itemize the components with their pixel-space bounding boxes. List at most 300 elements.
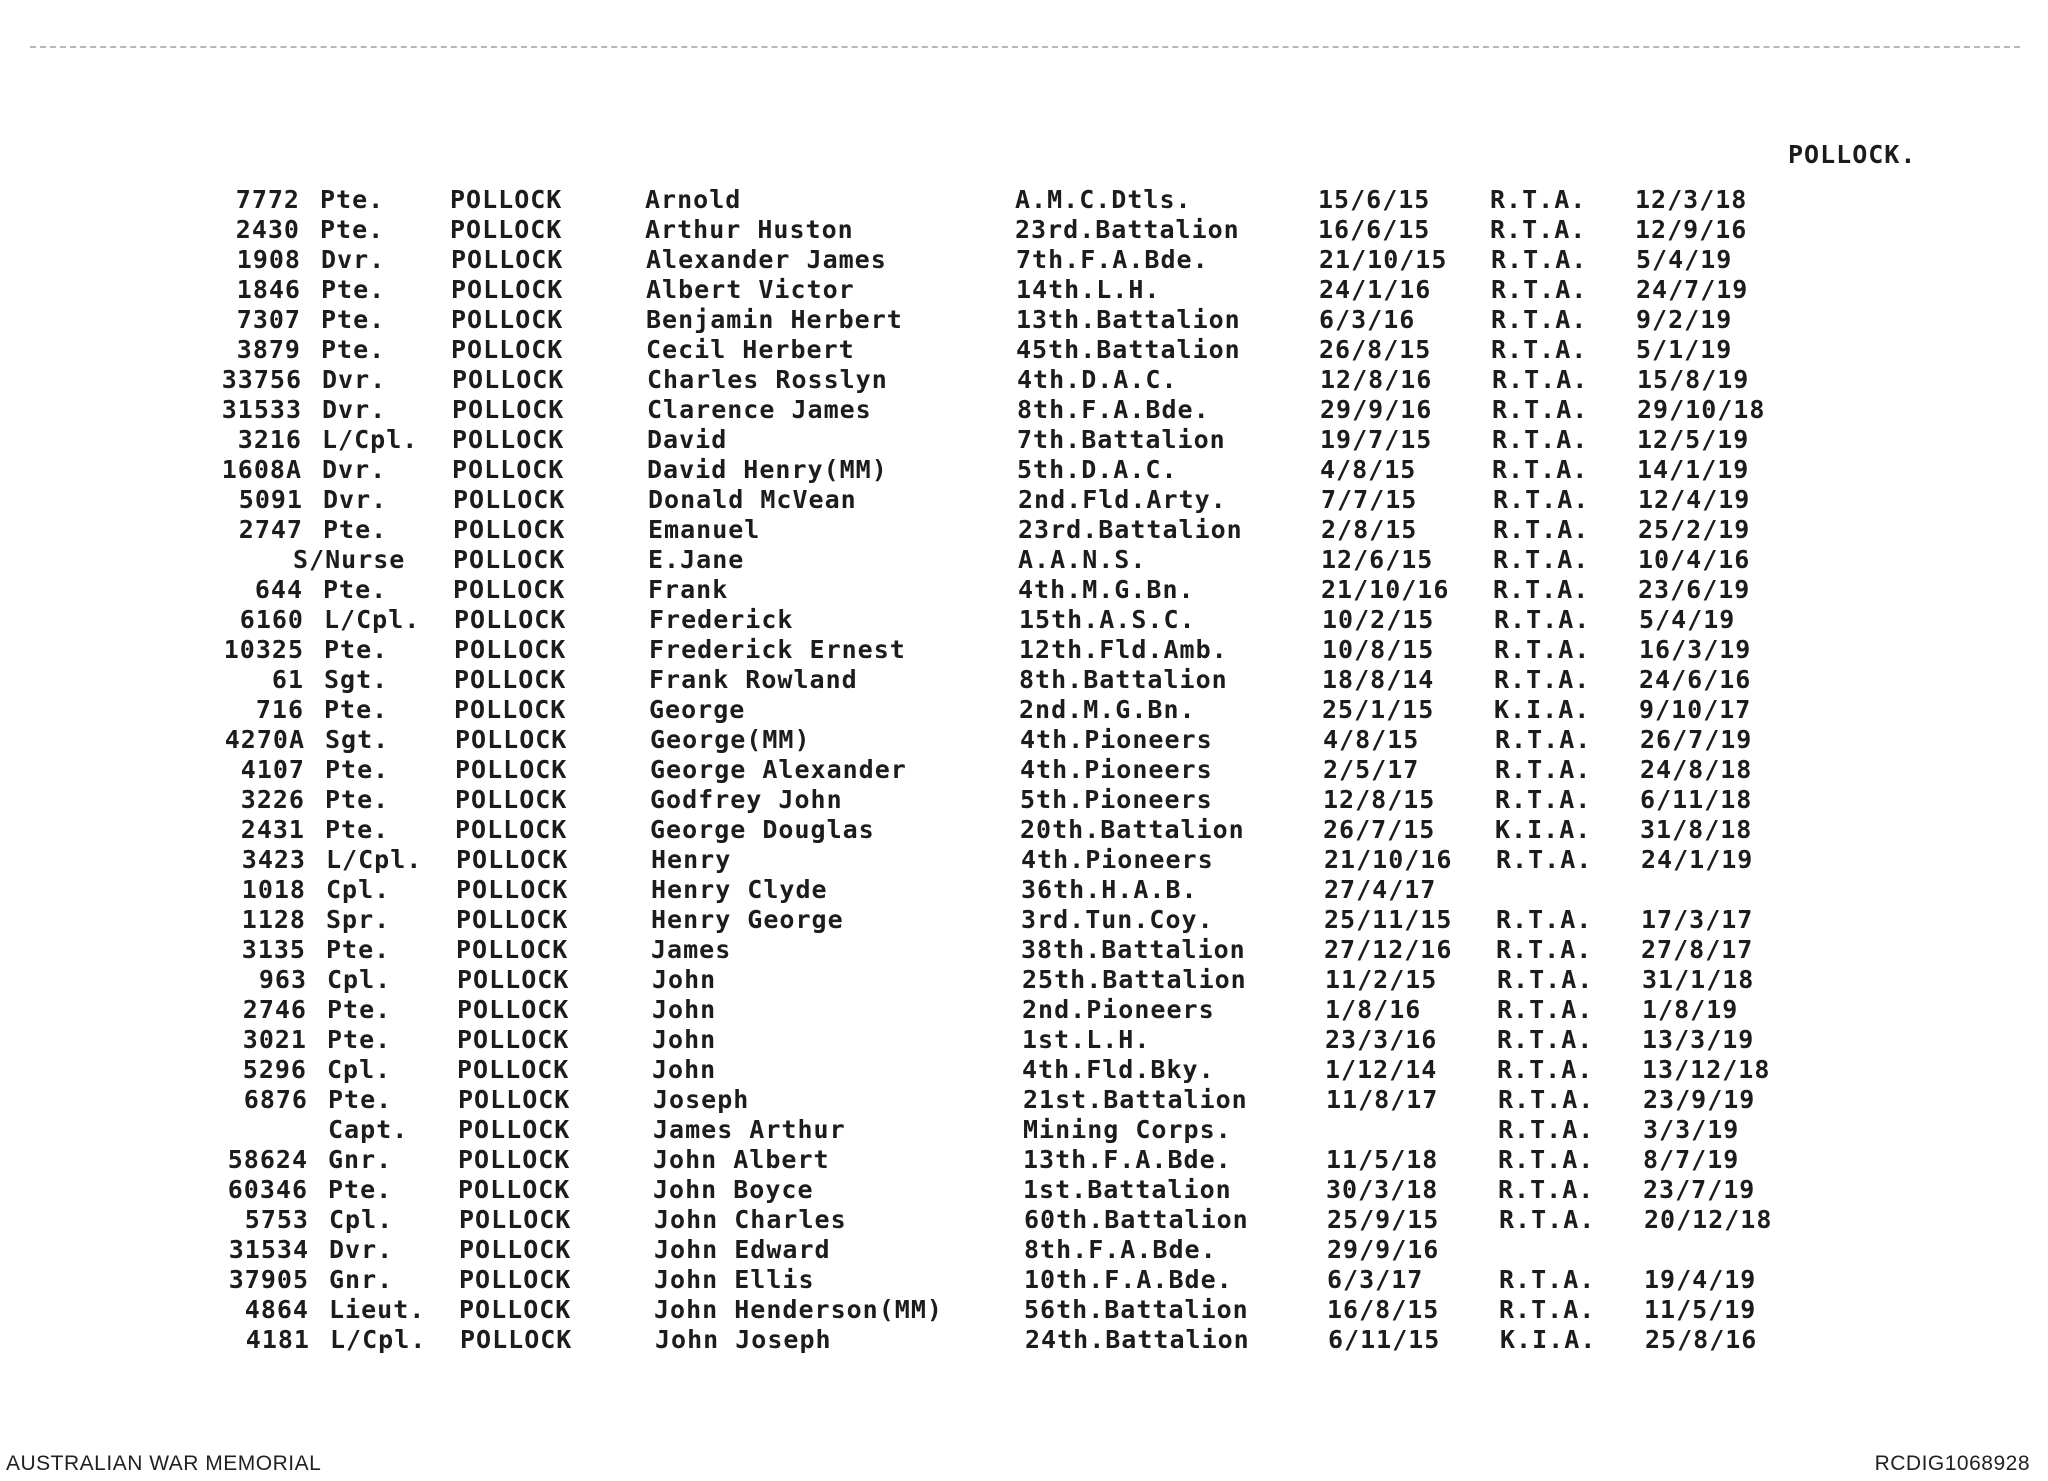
roll-row [5,755,2048,785]
rank: Cpl. [327,1055,392,1084]
surname: POLLOCK [454,695,567,724]
given-names: John Albert [653,1145,830,1174]
roll-row [3,575,2048,605]
unit: 4th.D.A.C. [1017,365,1178,394]
given-names: Frank [648,575,729,604]
rank: Pte. [325,755,390,784]
enlistment-date: 23/3/16 [1325,1025,1438,1054]
enlistment-date: 6/3/16 [1319,305,1416,334]
fate-date: 17/3/17 [1641,905,1754,934]
rank: Pte. [328,1175,393,1204]
fate-date: 12/4/19 [1638,485,1751,514]
fate-date: 19/4/19 [1644,1265,1757,1294]
fate-date: 15/8/19 [1637,365,1750,394]
surname: POLLOCK [458,1175,571,1204]
rank: Pte. [324,635,389,664]
surname: POLLOCK [454,605,567,634]
enlistment-date: 16/6/15 [1318,215,1431,244]
surname: POLLOCK [456,875,569,904]
enlistment-date: 16/8/15 [1327,1295,1440,1324]
unit: 5th.D.A.C. [1017,455,1178,484]
fate-date: 27/8/17 [1641,935,1754,964]
fate-date: 24/8/18 [1640,755,1753,784]
service-number: 31534 [228,1235,309,1264]
surname: POLLOCK [452,395,565,424]
service-number: 2430 [235,215,300,244]
service-number: 1128 [241,905,306,934]
service-number: 4864 [244,1295,309,1324]
roll-row [5,815,2048,845]
enlistment-date: 25/1/15 [1322,695,1435,724]
service-number: 7772 [235,185,300,214]
enlistment-date: 18/8/14 [1322,665,1435,694]
enlistment-date: 15/6/15 [1318,185,1431,214]
fate-date: 24/6/16 [1639,665,1752,694]
fate-date: 14/1/19 [1637,455,1750,484]
enlistment-date: 27/4/17 [1324,875,1437,904]
roll-row [3,485,2048,515]
enlistment-date: 25/11/15 [1324,905,1453,934]
fate-date: 10/4/16 [1638,545,1751,574]
roll-row [2,425,2048,455]
given-names: John Henderson(MM) [654,1295,943,1324]
fate: R.T.A. [1493,515,1590,544]
given-names: John [652,965,717,994]
given-names: George(MM) [650,725,811,754]
rank: Capt. [328,1115,409,1144]
service-number: 60346 [227,1175,308,1204]
enlistment-date: 29/9/16 [1320,395,1433,424]
fate-date: 11/5/19 [1644,1295,1757,1324]
fate-date: 12/9/16 [1635,215,1748,244]
surname: POLLOCK [458,1115,571,1144]
service-number: 58624 [227,1145,308,1174]
roll-row [6,905,2048,935]
unit: A.M.C.Dtls. [1015,185,1192,214]
given-names: Henry [651,845,732,874]
enlistment-date: 11/8/17 [1326,1085,1439,1114]
surname: POLLOCK [456,845,569,874]
enlistment-date: 4/8/15 [1323,725,1420,754]
rank: L/Cpl. [322,425,419,454]
rank: Dvr. [322,455,387,484]
given-names: Cecil Herbert [646,335,855,364]
service-number: 3423 [241,845,306,874]
roll-row [4,665,2048,695]
rank: Pte. [321,305,386,334]
roll-row [6,935,2048,965]
surname: POLLOCK [450,185,563,214]
given-names: Emanuel [648,515,761,544]
roll-row [7,1025,2048,1055]
given-names: Benjamin Herbert [646,305,903,334]
fate: R.T.A. [1498,1085,1595,1114]
surname: POLLOCK [457,1055,570,1084]
fate-date: 25/2/19 [1638,515,1751,544]
footer-institution: AUSTRALIAN WAR MEMORIAL [6,1452,322,1475]
surname: POLLOCK [452,365,565,394]
roll-row [4,605,2048,635]
fate: R.T.A. [1491,245,1588,274]
surname: POLLOCK [459,1205,572,1234]
rank: Dvr. [322,395,387,424]
unit: 4th.Fld.Bky. [1022,1055,1215,1084]
fate: R.T.A. [1497,1055,1594,1084]
given-names: John Charles [654,1205,847,1234]
fate-date: 23/7/19 [1643,1175,1756,1204]
enlistment-date: 26/7/15 [1323,815,1436,844]
nominal-roll [0,185,2048,1355]
fate: R.T.A. [1494,635,1591,664]
service-number: 4107 [240,755,305,784]
fate-date: 24/1/19 [1641,845,1754,874]
fate: R.T.A. [1498,1175,1595,1204]
fate: R.T.A. [1490,185,1587,214]
service-number: 2747 [238,515,303,544]
service-number: 1608A [221,455,302,484]
given-names: James Arthur [653,1115,846,1144]
unit: A.A.N.S. [1018,545,1147,574]
given-names: John Joseph [655,1325,832,1354]
unit: 7th.Battalion [1017,425,1226,454]
fate: R.T.A. [1499,1205,1596,1234]
enlistment-date: 21/10/16 [1324,845,1453,874]
service-number: 716 [255,695,304,724]
unit: 60th.Battalion [1024,1205,1249,1234]
fate: R.T.A. [1497,965,1594,994]
enlistment-date: 10/2/15 [1322,605,1435,634]
fate: R.T.A. [1495,725,1592,754]
enlistment-date: 7/7/15 [1321,485,1418,514]
enlistment-date: 12/6/15 [1321,545,1434,574]
roll-row [7,995,2048,1025]
rank: Cpl. [329,1205,394,1234]
service-number: 37905 [228,1265,309,1294]
roll-row [1,245,2048,275]
rank: Gnr. [328,1145,393,1174]
roll-row [1,275,2048,305]
roll-row [10,1325,2048,1355]
surname: POLLOCK [453,545,566,574]
enlistment-date: 2/8/15 [1321,515,1418,544]
fate-date: 26/7/19 [1640,725,1753,754]
given-names: Arnold [645,185,742,214]
given-names: Godfrey John [650,785,843,814]
fate-date: 12/3/18 [1635,185,1748,214]
service-number: 644 [254,575,303,604]
surname: POLLOCK [451,335,564,364]
unit: 24th.Battalion [1025,1325,1250,1354]
enlistment-date: 27/12/16 [1324,935,1453,964]
surname: POLLOCK [454,665,567,694]
fate: R.T.A. [1491,275,1588,304]
given-names: Albert Victor [646,275,855,304]
unit: 36th.H.A.B. [1021,875,1198,904]
surname: POLLOCK [451,305,564,334]
unit: 4th.Pioneers [1020,725,1213,754]
fate-date: 13/12/18 [1642,1055,1771,1084]
enlistment-date: 12/8/15 [1323,785,1436,814]
rank: Dvr. [329,1235,394,1264]
surname: POLLOCK [454,635,567,664]
unit: 1st.L.H. [1022,1025,1151,1054]
unit: 3rd.Tun.Coy. [1021,905,1214,934]
fate: R.T.A. [1493,575,1590,604]
given-names: Charles Rosslyn [647,365,888,394]
unit: Mining Corps. [1023,1115,1232,1144]
unit: 20th.Battalion [1020,815,1245,844]
service-number: 10325 [223,635,304,664]
rank: Pte. [327,995,392,1024]
rank: Cpl. [326,875,391,904]
service-number: 5753 [244,1205,309,1234]
fate-date: 3/3/19 [1643,1115,1740,1144]
fate: R.T.A. [1492,425,1589,454]
fate: R.T.A. [1490,215,1587,244]
service-number: 5296 [242,1055,307,1084]
fate: R.T.A. [1494,665,1591,694]
given-names: George [649,695,746,724]
service-number: 963 [258,965,307,994]
unit: 2nd.Pioneers [1022,995,1215,1024]
fate: R.T.A. [1491,335,1588,364]
rank: Pte. [326,935,391,964]
fate: K.I.A. [1494,695,1591,724]
roll-row [4,695,2048,725]
unit: 4th.Pioneers [1020,755,1213,784]
enlistment-date: 6/3/17 [1327,1265,1424,1294]
roll-row [5,725,2048,755]
enlistment-date: 1/12/14 [1325,1055,1438,1084]
fate: R.T.A. [1493,545,1590,574]
unit: 1st.Battalion [1023,1175,1232,1204]
service-number: 6160 [239,605,304,634]
given-names: David [647,425,728,454]
unit: 13th.Battalion [1016,305,1241,334]
fate-date: 29/10/18 [1637,395,1766,424]
fate: R.T.A. [1494,605,1591,634]
surname: POLLOCK [452,425,565,454]
rank: Pte. [321,275,386,304]
enlistment-date: 4/8/15 [1320,455,1417,484]
service-number: 61 [271,665,304,694]
unit: 4th.Pioneers [1021,845,1214,874]
fate-date: 13/3/19 [1642,1025,1755,1054]
roll-row [0,215,2048,245]
footer-reference-id: RCDIG1068928 [1874,1452,2030,1475]
roll-row [1,335,2048,365]
fate: R.T.A. [1495,755,1592,784]
given-names: Arthur Huston [645,215,854,244]
enlistment-date: 21/10/16 [1321,575,1450,604]
surname: POLLOCK [453,485,566,514]
surname: POLLOCK [451,275,564,304]
unit: 21st.Battalion [1023,1085,1248,1114]
fate-date: 6/11/18 [1640,785,1753,814]
unit: 45th.Battalion [1016,335,1241,364]
unit: 13th.F.A.Bde. [1023,1145,1232,1174]
rank: Pte. [320,185,385,214]
fate-date: 9/10/17 [1639,695,1752,724]
enlistment-date: 11/2/15 [1325,965,1438,994]
roll-row [8,1085,2048,1115]
fate-date: 12/5/19 [1637,425,1750,454]
enlistment-date: 11/5/18 [1326,1145,1439,1174]
rank: Cpl. [327,965,392,994]
surname: POLLOCK [457,1025,570,1054]
top-dashed-rule [30,46,2020,48]
fate: R.T.A. [1492,365,1589,394]
roll-row [2,365,2048,395]
fate-date: 5/1/19 [1636,335,1733,364]
roll-row [8,1145,2048,1175]
unit: 5th.Pioneers [1020,785,1213,814]
surname: POLLOCK [458,1145,571,1174]
roll-row [9,1205,2048,1235]
enlistment-date: 1/8/16 [1325,995,1422,1024]
fate: R.T.A. [1492,455,1589,484]
rank: Dvr. [322,365,387,394]
fate-date: 8/7/19 [1643,1145,1740,1174]
fate-date: 23/9/19 [1643,1085,1756,1114]
rank: Lieut. [329,1295,426,1324]
surname: POLLOCK [460,1325,573,1354]
fate: R.T.A. [1498,1115,1595,1144]
fate: R.T.A. [1492,395,1589,424]
rank: Dvr. [321,245,386,274]
unit: 56th.Battalion [1024,1295,1249,1324]
roll-row [2,395,2048,425]
service-number: 31533 [221,395,302,424]
given-names: George Alexander [650,755,907,784]
service-number: 3216 [237,425,302,454]
given-names: Henry George [651,905,844,934]
rank: L/Cpl. [330,1325,427,1354]
service-number: 3226 [240,785,305,814]
rank: L/Cpl. [326,845,423,874]
enlistment-date: 10/8/15 [1322,635,1435,664]
roll-row [1,305,2048,335]
fate-date: 1/8/19 [1642,995,1739,1024]
enlistment-date: 6/11/15 [1328,1325,1441,1354]
rank: Pte. [327,1025,392,1054]
enlistment-date: 25/9/15 [1327,1205,1440,1234]
surname: POLLOCK [455,725,568,754]
rank: Sgt. [325,725,390,754]
given-names: George Douglas [650,815,875,844]
service-number: 3879 [236,335,301,364]
fate: R.T.A. [1498,1145,1595,1174]
given-names: Clarence James [647,395,872,424]
rank: Pte. [321,335,386,364]
roll-row [7,1055,2048,1085]
unit: 14th.L.H. [1016,275,1161,304]
given-names: Alexander James [646,245,887,274]
service-number: 1018 [241,875,306,904]
surname: POLLOCK [455,785,568,814]
fate: R.T.A. [1491,305,1588,334]
enlistment-date: 29/9/16 [1327,1235,1440,1264]
enlistment-date: 12/8/16 [1320,365,1433,394]
roll-row [0,185,2048,215]
roll-row [3,515,2048,545]
surname: POLLOCK [459,1235,572,1264]
given-names: John [652,1055,717,1084]
fate: K.I.A. [1500,1325,1597,1354]
rank: Pte. [325,815,390,844]
rank: Pte. [328,1085,393,1114]
unit: 10th.F.A.Bde. [1024,1265,1233,1294]
surname: POLLOCK [453,575,566,604]
service-number: 2746 [242,995,307,1024]
service-number: 1908 [236,245,301,274]
service-number: 5091 [238,485,303,514]
service-number: 6876 [243,1085,308,1114]
unit: 38th.Battalion [1021,935,1246,964]
fate-date: 20/12/18 [1644,1205,1773,1234]
rank: L/Cpl. [324,605,421,634]
given-names: John [652,1025,717,1054]
unit: 2nd.M.G.Bn. [1019,695,1196,724]
fate-date: 9/2/19 [1636,305,1733,334]
roll-row [7,965,2048,995]
fate: R.T.A. [1499,1295,1596,1324]
fate: R.T.A. [1496,845,1593,874]
fate-date: 31/8/18 [1640,815,1753,844]
fate-date: 16/3/19 [1639,635,1752,664]
given-names: John Boyce [653,1175,814,1204]
surname-heading: POLLOCK. [1788,140,1917,169]
unit: 23rd.Battalion [1018,515,1243,544]
surname: POLLOCK [458,1085,571,1114]
roll-row [6,845,2048,875]
unit: 4th.M.G.Bn. [1018,575,1195,604]
given-names: Frederick [649,605,794,634]
unit: 8th.F.A.Bde. [1024,1235,1217,1264]
surname: POLLOCK [457,965,570,994]
surname: POLLOCK [453,515,566,544]
given-names: Joseph [653,1085,750,1114]
surname: POLLOCK [456,935,569,964]
service-number: 3135 [241,935,306,964]
rank: Pte. [324,695,389,724]
unit: 15th.A.S.C. [1019,605,1196,634]
surname: POLLOCK [455,815,568,844]
unit: 8th.F.A.Bde. [1017,395,1210,424]
roll-row [9,1295,2048,1325]
surname: POLLOCK [455,755,568,784]
fate: R.T.A. [1493,485,1590,514]
unit: 12th.Fld.Amb. [1019,635,1228,664]
fate-date: 25/8/16 [1645,1325,1758,1354]
given-names: Frank Rowland [649,665,858,694]
roll-row [6,875,2048,905]
given-names: John Edward [654,1235,831,1264]
given-names: Donald McVean [648,485,857,514]
fate: R.T.A. [1496,935,1593,964]
rank: Pte. [325,785,390,814]
fate-date: 5/4/19 [1639,605,1736,634]
roll-row [4,635,2048,665]
fate: R.T.A. [1499,1265,1596,1294]
fate-date: 24/7/19 [1636,275,1749,304]
roll-row [8,1175,2048,1205]
surname: POLLOCK [451,245,564,274]
unit: 23rd.Battalion [1015,215,1240,244]
service-number: 7307 [236,305,301,334]
given-names: John Ellis [654,1265,815,1294]
unit: 7th.F.A.Bde. [1016,245,1209,274]
